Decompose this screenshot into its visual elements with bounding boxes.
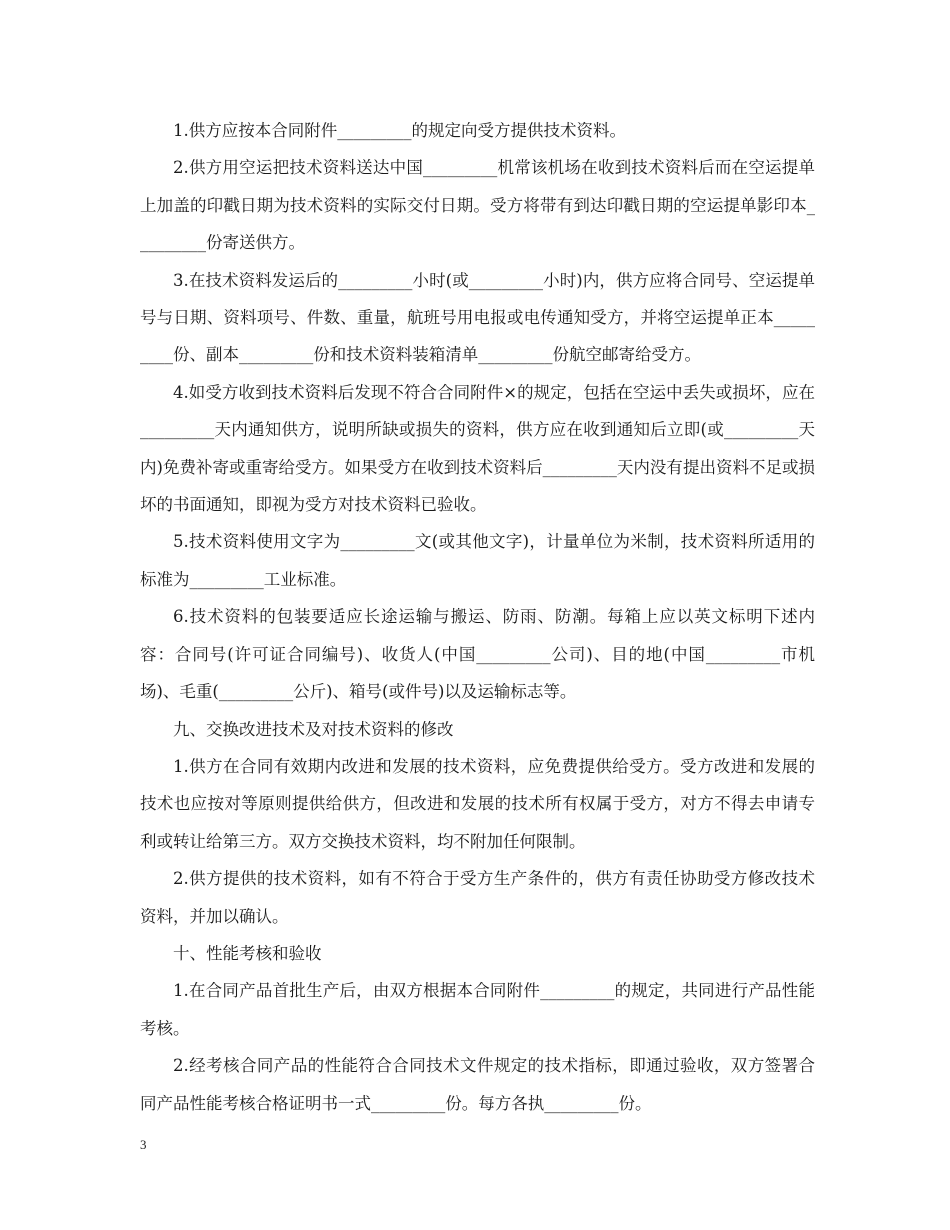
clause-paragraph: 2.供方提供的技术资料，如有不符合于受方生产条件的，供方有责任协助受方修改技术资料，并加以确认。: [140, 869, 815, 926]
clause-paragraph: 2.经考核合同产品的性能符合合同技术文件规定的技术指标，即通过验收，双方签署合同产品性能考核合格证明书一式_________份。每方各执_________份。: [140, 1056, 815, 1113]
document-body: [140, 112, 815, 1122]
clause-paragraph: 4.如受方收到技术资料后发现不符合合同附件×的规定，包括在空运中丢失或损坏，应在_________天内通知供方，说明所缺或损失的资料，供方应在收到通知后立即(或_________天内)免费补寄或重寄给受方。如果受方在收到技术资料后_________天内没有提出资料不足或损坏的书面通知，即视为受方对技术资料已验收。: [140, 382, 815, 515]
clause-paragraph: 5.技术资料使用文字为_________文(或其他文字)，计量单位为米制，技术资料所适用的标准为_________工业标准。: [140, 532, 815, 589]
clause-paragraph: 6.技术资料的包装要适应长途运输与搬运、防雨、防潮。每箱上应以英文标明下述内容：合同号(许可证合同编号)、收货人(中国_________公司)、目的地(中国_________市机场)、毛重(_________公斤)、箱号(或件号)以及运输标志等。: [140, 607, 815, 702]
clause-paragraph: 1.供方在合同有效期内改进和发展的技术资料，应免费提供给受方。受方改进和发展的技术也应按对等原则提供给供方，但改进和发展的技术所有权属于受方，对方不得去申请专利或转让给第三方。双方交换技术资料，均不附加任何限制。: [140, 756, 815, 851]
clause-paragraph: 3.在技术资料发运后的_________小时(或_________小时)内，供方应将合同号、空运提单号与日期、资料项号、件数、重量，航班号用电报或电传通知受方，并将空运提单正本_________份、副本_________份和技术资料装箱清单_________份航空邮寄给受方。: [140, 270, 815, 365]
clause-paragraph: 1.供方应按本合同附件_________的规定向受方提供技术资料。: [173, 121, 626, 140]
clause-paragraph: 2.供方用空运把技术资料送达中国_________机常该机场在收到技术资料后而在空运提单上加盖的印戳日期为技术资料的实际交付日期。受方将带有到达印戳日期的空运提单影印本_________份寄送供方。: [140, 158, 815, 253]
clause-paragraph: 1.在合同产品首批生产后，由双方根据本合同附件_________的规定，共同进行产品性能考核。: [140, 981, 815, 1038]
page-number: 3: [140, 1137, 147, 1152]
section-heading: 九、交换改进技术及对技术资料的修改: [173, 719, 454, 739]
section-heading: 十、性能考核和验收: [173, 943, 322, 963]
